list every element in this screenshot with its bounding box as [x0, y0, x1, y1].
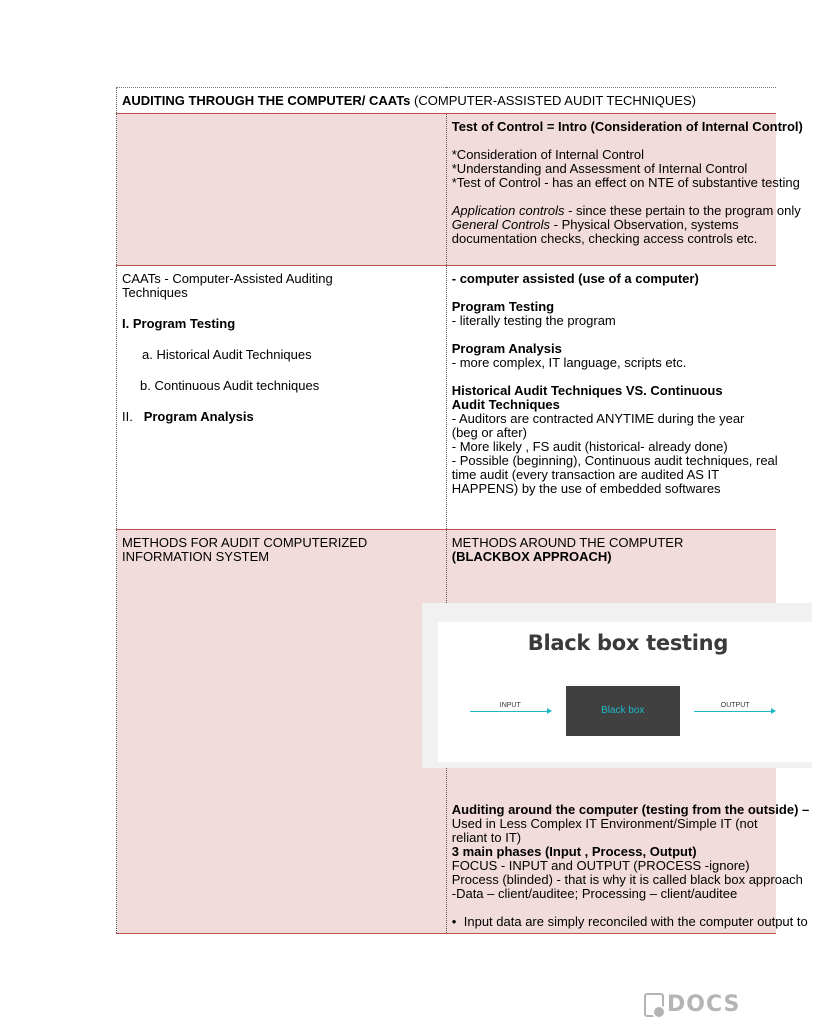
row2-line: - More likely , FS audit (historical- already done) — [451, 439, 728, 454]
caats-definition: CAATs - Computer-Assisted Auditing Techniques — [122, 271, 333, 300]
list-item — [451, 914, 808, 929]
row2-left-cell — [117, 266, 447, 530]
gen-controls-text: - Physical Observation, systems documentation checks, checking access controls etc. — [451, 217, 758, 246]
row3-line: FOCUS - INPUT and OUTPUT (PROCESS -ignore) — [451, 858, 750, 873]
row1-line: *Test of Control - has an effect on NTE of substantive testing — [451, 175, 800, 190]
black-box-diagram — [438, 622, 818, 762]
caats-table — [116, 87, 810, 934]
program-analysis-heading: Program Analysis — [451, 341, 562, 356]
output-label: OUTPUT — [720, 702, 750, 709]
analysis-number: II. — [122, 409, 133, 424]
historical-item: a. Historical Audit Techniques — [142, 347, 312, 362]
docs-watermark — [644, 992, 740, 1017]
row1-line: *Consideration of Internal Control — [451, 147, 644, 162]
around-heading-text: METHODS AROUND THE COMPUTER — [451, 535, 684, 550]
phases-line: 3 main phases (Input , Process, Output) — [451, 844, 697, 859]
row1-left-cell — [117, 114, 447, 266]
table-header-row — [117, 88, 777, 114]
row2-line: - Possible (beginning), Continuous audit techniques, real time audit (every transaction are audited AS IT HAPPENS) by the use of embedded softwares — [451, 453, 778, 496]
row1-line: *Understanding and Assessment of Internal Control — [451, 161, 748, 176]
row3-left-cell — [117, 530, 447, 934]
black-box-figure — [422, 603, 812, 768]
bullet-text: Input data are simply reconciled with the computer output to — [463, 914, 808, 929]
app-controls-text: - since these pertain to the program only — [564, 203, 801, 218]
program-analysis-text: - more complex, IT language, scripts etc. — [451, 355, 687, 370]
continuous-item: b. Continuous Audit techniques — [140, 378, 320, 393]
black-box: Black box — [566, 686, 680, 736]
application-controls-line — [451, 203, 801, 218]
blackbox-approach-label: (BLACKBOX APPROACH) — [451, 549, 612, 564]
methods-label: METHODS FOR AUDIT COMPUTERIZED INFORMATION SYSTEM — [122, 535, 368, 564]
table-row — [117, 114, 777, 266]
program-testing-label: I. Program Testing — [122, 316, 236, 331]
title-bold: AUDITING THROUGH THE COMPUTER/ CAATs — [122, 93, 411, 108]
table-title — [117, 88, 777, 114]
input-arrow — [470, 711, 550, 712]
gen-controls-label: General Controls — [451, 217, 551, 232]
around-computer-heading — [452, 536, 771, 564]
title-rest: (COMPUTER-ASSISTED AUDIT TECHNIQUES) — [414, 93, 696, 108]
row3-line: -Data – client/auditee; Processing – client/auditee — [451, 886, 738, 901]
row2-right-cell — [446, 266, 776, 530]
program-testing-heading: Program Testing — [451, 299, 555, 314]
row1-right-cell — [446, 114, 803, 266]
row2-line: - Auditors are contracted ANYTIME during the year (beg or after) — [451, 411, 745, 440]
around-text: Used in Less Complex IT Environment/Simple IT (not reliant to IT) — [451, 816, 758, 845]
computer-assisted-line: - computer assisted (use of a computer) — [451, 271, 699, 286]
table-row — [117, 530, 777, 934]
document-icon — [644, 993, 664, 1017]
hist-vs-cont-heading: Historical Audit Techniques VS. Continuous Audit Techniques — [451, 383, 723, 412]
input-label: INPUT — [499, 702, 521, 709]
table-row — [117, 266, 777, 530]
program-analysis-item — [122, 410, 441, 424]
row3-right-cell — [446, 530, 810, 934]
test-of-control-heading: Test of Control = Intro (Consideration of Internal Control) — [451, 119, 803, 134]
general-controls-line — [452, 218, 771, 246]
bullet-icon: • — [451, 914, 457, 929]
watermark-text: DOCS — [667, 992, 741, 1017]
row3-line: Process (blinded) - that is why it is called black box approach — [451, 872, 803, 887]
analysis-label: Program Analysis — [143, 409, 254, 424]
app-controls-label: Application controls — [451, 203, 565, 218]
around-bold-line: Auditing around the computer (testing from the outside) – — [451, 802, 810, 817]
program-testing-text: - literally testing the program — [451, 313, 616, 328]
black-box-title: Black box testing — [527, 631, 729, 655]
output-arrow — [694, 711, 774, 712]
